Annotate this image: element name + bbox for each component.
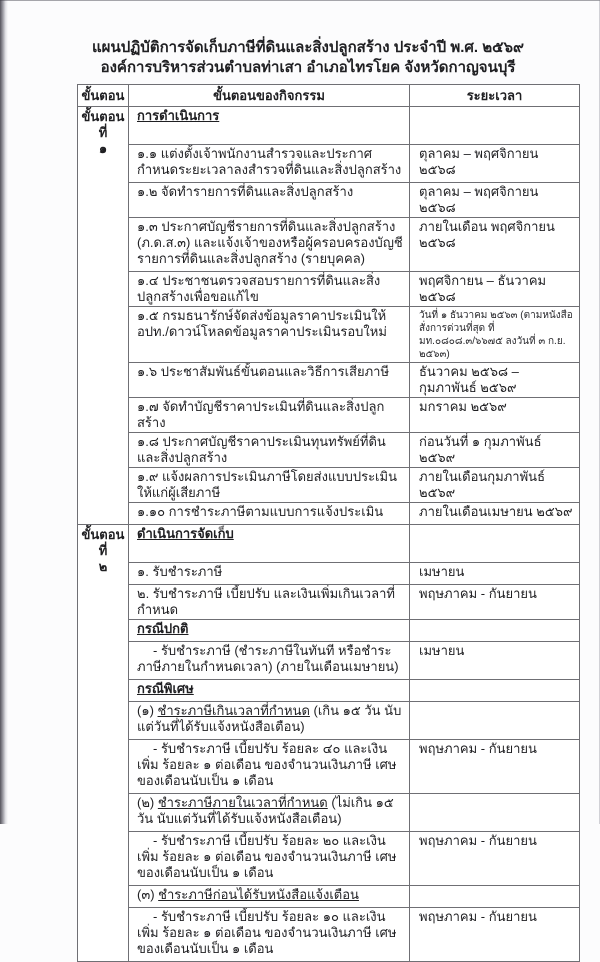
time-text: พฤษภาคม - กันยายน	[419, 833, 537, 848]
time-cell	[410, 363, 580, 398]
time-cell	[410, 398, 580, 433]
table-row	[78, 794, 580, 832]
step-label: ขั้นตอนที่	[81, 109, 125, 140]
time-cell	[410, 680, 580, 702]
activity-text: (๓)	[137, 887, 159, 902]
time-text: เมษายน	[419, 564, 465, 579]
time-text: พฤษภาคม - กันยายน	[419, 909, 537, 924]
time-cell	[410, 563, 580, 585]
document-title-line1: แผนปฏิบัติการจัดเก็บภาษีที่ดินและสิ่งปลูกสร้าง ประจำปี พ.ศ. ๒๕๖๙	[92, 39, 524, 56]
activity-cell	[129, 503, 410, 525]
time-cell	[410, 433, 580, 468]
activity-text: การดำเนินการ	[137, 108, 220, 123]
activity-text: ชำระภาษีเกินเวลาที่กำหนด	[157, 703, 310, 718]
table-row	[78, 620, 580, 642]
activity-cell	[129, 145, 410, 183]
time-cell	[410, 702, 580, 740]
table-row	[78, 585, 580, 620]
activity-cell	[129, 107, 410, 145]
time-text: ภายในเดือนเมษายน ๒๕๖๙	[419, 504, 573, 519]
activity-cell	[129, 794, 410, 832]
table-row	[78, 145, 580, 183]
time-cell	[410, 503, 580, 525]
activity-cell	[129, 525, 410, 563]
activity-cell	[129, 702, 410, 740]
activity-text: ๑.๕ กรมธนารักษ์จัดส่งข้อมูลราคาประเมินให้ อปท./ดาวน์โหลดข้อมูลราคาประเมินรอบใหม่	[137, 308, 387, 339]
time-cell	[410, 794, 580, 832]
time-cell	[410, 642, 580, 680]
time-cell	[410, 272, 580, 307]
time-text: ก่อนวันที่ ๑ กุมภาพันธ์ ๒๕๖๙	[419, 434, 542, 465]
time-text: วันที่ ๑ ธันวาคม ๒๕๖๓ (ตามหนังสือสั่งการด่วนที่สุด ที่ มท.๐๘๐๘.๓/๖๖๗๕ ลงวันที่ ๓ ก.ย. ๒๕๖๓)	[419, 310, 573, 360]
table-row	[78, 363, 580, 398]
time-cell	[410, 307, 580, 363]
activity-cell	[129, 680, 410, 702]
activity-cell	[129, 433, 410, 468]
time-cell	[410, 620, 580, 642]
table-row	[78, 398, 580, 433]
time-cell	[410, 107, 580, 145]
activity-text: ชำระภาษีก่อนได้รับหนังสือแจ้งเตือน	[158, 887, 359, 902]
step-number: ๒	[98, 559, 108, 574]
header-activity: ขั้นตอนของกิจกรรม	[129, 85, 410, 107]
activity-text: (๑)	[137, 703, 158, 718]
time-cell	[410, 740, 580, 794]
activity-cell	[129, 886, 410, 908]
table-row	[78, 886, 580, 908]
activity-text: ๑.๘ ประกาศบัญชีราคาประเมินทุนทรัพย์ที่ดินและสิ่งปลูกสร้าง	[137, 434, 386, 465]
document-title	[30, 38, 586, 78]
table-row	[78, 468, 580, 503]
time-cell	[410, 468, 580, 503]
activity-cell	[129, 398, 410, 433]
table-header-row	[78, 85, 580, 107]
time-text: ตุลาคม – พฤศจิกายน ๒๕๖๘	[419, 146, 539, 177]
activity-text: (เกิน ๑๕ วัน นับแต่วันที่ได้รับแจ้งหนังสือเตือน)	[137, 703, 402, 734]
time-cell	[410, 218, 580, 272]
step-label: ขั้นตอนที่	[81, 527, 125, 558]
header-step: ขั้นตอน	[78, 85, 129, 107]
activity-cell	[129, 183, 410, 218]
document-title-line2: องค์การบริหารส่วนตำบลท่าเสา อำเภอไทรโยค จังหวัดกาญจนบุรี	[100, 59, 516, 76]
table-row	[78, 702, 580, 740]
table-row	[78, 107, 580, 145]
activity-text: - รับชำระภาษี เบี้ยปรับ ร้อยละ ๑๐ และเงินเพิ่ม ร้อยละ ๑ ต่อเดือน ของจำนวนเงินภาษี เศษของเดือนนับเป็น ๑ เดือน	[137, 909, 397, 956]
time-text: พฤษภาคม - กันยายน	[419, 741, 537, 756]
activity-text: - รับชำระภาษี เบี้ยปรับ ร้อยละ ๔๐ และเงินเพิ่ม ร้อยละ ๑ ต่อเดือน ของจำนวนเงินภาษี เศษของเดือนนับเป็น ๑ เดือน	[137, 741, 397, 788]
time-cell	[410, 832, 580, 886]
time-cell	[410, 886, 580, 908]
table-row	[78, 218, 580, 272]
plan-table	[77, 84, 580, 962]
activity-cell	[129, 218, 410, 272]
time-cell	[410, 525, 580, 563]
header-time: ระยะเวลา	[410, 85, 580, 107]
table-row	[78, 642, 580, 680]
table-row	[78, 908, 580, 962]
activity-text: (๒)	[137, 795, 158, 810]
table-row	[78, 503, 580, 525]
activity-text: กรณีปกติ	[137, 621, 189, 636]
table-row	[78, 680, 580, 702]
time-text: ภายในเดือน พฤศจิกายน ๒๕๖๘	[419, 219, 555, 250]
activity-text: ชำระภาษีภายในเวลาที่กำหนด	[157, 795, 328, 810]
activity-cell	[129, 642, 410, 680]
activity-cell	[129, 363, 410, 398]
table-row	[78, 740, 580, 794]
activity-text: ๑.๔ ประชาชนตรวจสอบรายการที่ดินและสิ่งปลูกสร้างเพื่อขอแก้ไข	[137, 273, 381, 304]
activity-cell	[129, 832, 410, 886]
activity-cell	[129, 307, 410, 363]
table-row	[78, 307, 580, 363]
time-text: ภายในเดือนกุมภาพันธ์ ๒๕๖๙	[419, 469, 546, 500]
plan-table-body	[78, 107, 580, 962]
activity-text: - รับชำระภาษี เบี้ยปรับ ร้อยละ ๒๐ และเงินเพิ่ม ร้อยละ ๑ ต่อเดือน ของจำนวนเงินภาษี เศษของเดือนนับเป็น ๑ เดือน	[137, 833, 397, 880]
activity-text: ๑.๙ แจ้งผลการประเมินภาษีโดยส่งแบบประเมินให้แก่ผู้เสียภาษี	[137, 469, 397, 500]
time-cell	[410, 585, 580, 620]
activity-text: ๑.๖ ประชาสัมพันธ์ขั้นตอนและวิธีการเสียภาษี	[137, 364, 390, 379]
time-text: พฤษภาคม - กันยายน	[419, 586, 537, 601]
activity-cell	[129, 740, 410, 794]
activity-cell	[129, 272, 410, 307]
time-cell	[410, 145, 580, 183]
activity-text: ดำเนินการจัดเก็บ	[137, 526, 234, 541]
activity-text: ๑.๓ ประกาศบัญชีรายการที่ดินและสิ่งปลูกสร้าง (ภ.ด.ส.๓) และแจ้งเจ้าของหรือผู้ครอบครองบัญชีรายการที่ดินและสิ่งปลูกสร้าง (รายบุคคล)	[137, 219, 403, 266]
activity-text: ๑.๑๐ การชำระภาษีตามแบบการแจ้งประเมิน	[137, 504, 384, 519]
activity-text: ๑.๒ จัดทำรายการที่ดินและสิ่งปลูกสร้าง	[137, 184, 354, 199]
table-row	[78, 272, 580, 307]
time-text: ธันวาคม ๒๕๖๘ – กุมภาพันธ์ ๒๕๖๙	[419, 364, 519, 395]
table-row	[78, 525, 580, 563]
activity-cell	[129, 585, 410, 620]
table-row	[78, 563, 580, 585]
scan-edge-top	[0, 0, 600, 1]
table-row	[78, 183, 580, 218]
table-row	[78, 832, 580, 886]
step-cell	[78, 525, 129, 962]
step-cell	[78, 107, 129, 525]
activity-cell	[129, 620, 410, 642]
activity-cell	[129, 468, 410, 503]
time-text: มกราคม ๒๕๖๙	[419, 399, 507, 414]
time-cell	[410, 908, 580, 962]
time-text: ตุลาคม – พฤศจิกายน ๒๕๖๘	[419, 184, 539, 215]
activity-text: (ไม่เกิน ๑๕ วัน นับแต่วันที่ได้รับแจ้งหนังสือเตือน)	[137, 795, 394, 826]
activity-cell	[129, 908, 410, 962]
activity-text: ๑.๑ แต่งตั้งเจ้าพนักงานสำรวจและประกาศกำหนดระยะเวลาลงสำรวจที่ดินและสิ่งปลูกสร้าง	[137, 146, 402, 177]
time-cell	[410, 183, 580, 218]
activity-text: ๑. รับชำระภาษี	[137, 564, 223, 579]
activity-text: - รับชำระภาษี (ชำระภาษีในทันที หรือชำระภาษีภายในกำหนดเวลา) (ภายในเดือนเมษายน)	[137, 643, 399, 674]
scan-edge-left	[0, 0, 8, 824]
time-text: เมษายน	[419, 643, 465, 658]
activity-text: ๑.๗ จัดทำบัญชีราคาประเมินที่ดินและสิ่งปลูกสร้าง	[137, 399, 385, 430]
activity-text: ๒. รับชำระภาษี เบี้ยปรับ และเงินเพิ่มเกินเวลาที่กำหนด	[137, 586, 395, 617]
time-text: พฤศจิกายน – ธันวาคม ๒๕๖๘	[419, 273, 547, 304]
step-number: ๑	[98, 141, 108, 156]
activity-text: กรณีพิเศษ	[137, 681, 194, 696]
table-row	[78, 433, 580, 468]
activity-cell	[129, 563, 410, 585]
